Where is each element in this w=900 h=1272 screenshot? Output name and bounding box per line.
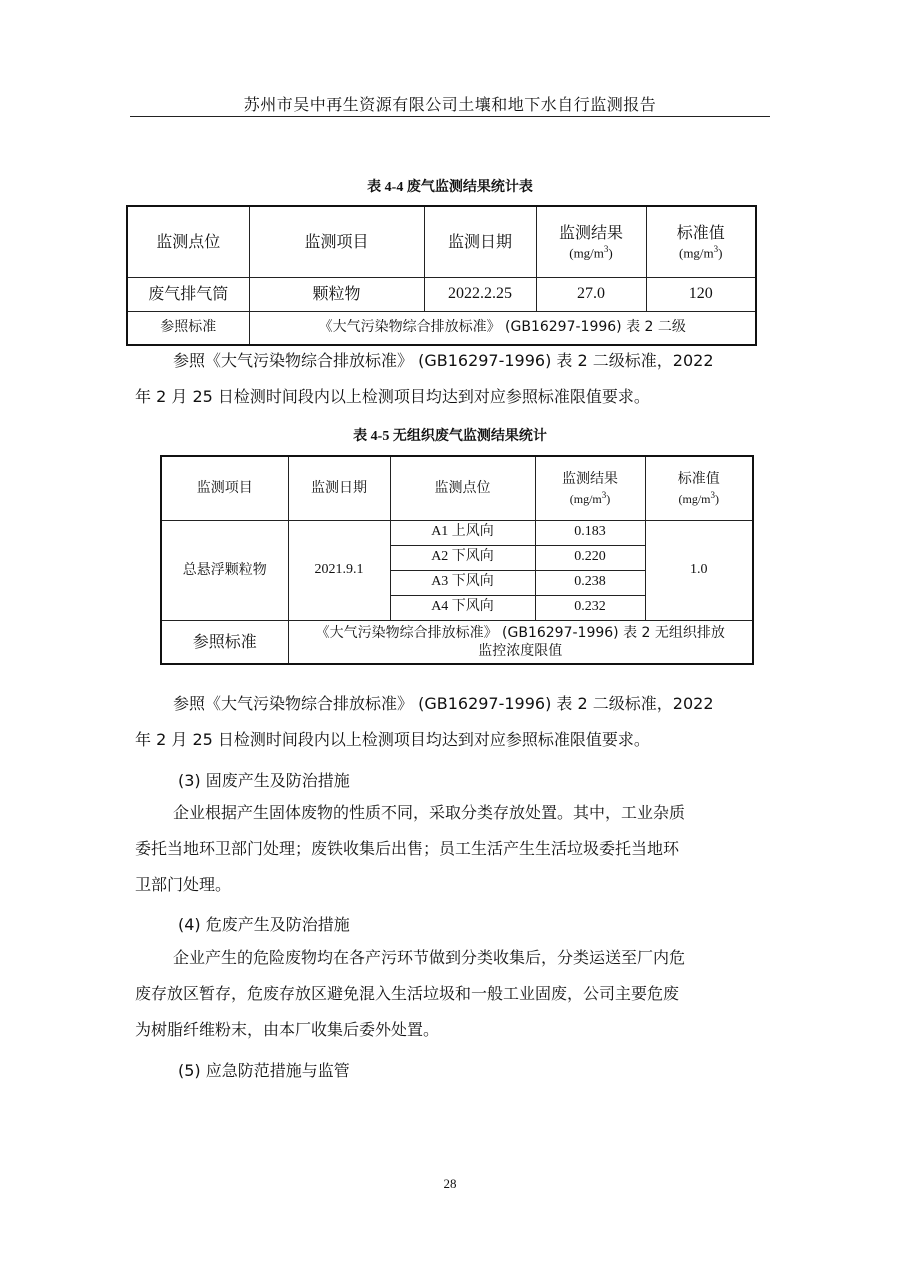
section4-body: 企业产生的危险废物均在各产污环节做到分类收集后，分类运送至厂内危 废存放区暂存，危废存放区避免混入生活垃圾和一般工业固废，公司主要危废 为树脂纤维粉末，由本厂收集后委外处置。 bbox=[135, 948, 686, 1039]
t2-ref-text bbox=[288, 620, 753, 664]
t2-cell-standard: 1.0 bbox=[645, 520, 753, 620]
paragraph-table2-conclusion: 参照《大气污染物综合排放标准》 (GB16297-1996) 表 2 二级标准，2022 年 2 月 25 日检测时间段内以上检测项目均达到对应参照标准限值要求。 bbox=[135, 694, 714, 749]
table2-caption: 表 4-5 无组织废气监测结果统计 bbox=[353, 429, 547, 444]
t1-cell-date: 2022.2.25 bbox=[424, 277, 536, 311]
t2-header-result bbox=[535, 456, 645, 520]
t1-cell-item: 颗粒物 bbox=[249, 277, 424, 311]
section4-heading: (4) 危废产生及防治措施 bbox=[178, 915, 350, 934]
t2-ref-label: 参照标准 bbox=[161, 620, 288, 664]
table-row bbox=[161, 620, 753, 664]
t1-cell-standard: 120 bbox=[646, 277, 756, 311]
t1-ref-label: 参照标准 bbox=[127, 311, 249, 345]
t2-header-date: 监测日期 bbox=[288, 456, 390, 520]
page-header-title: 苏州市吴中再生资源有限公司土壤和地下水自行监测报告 bbox=[243, 95, 657, 114]
t1-header-standard-label: 标准值 bbox=[676, 222, 725, 242]
t2-cell-point: A1 上风向 bbox=[390, 520, 535, 545]
t2-header-point: 监测点位 bbox=[390, 456, 535, 520]
t2-cell-result: 0.232 bbox=[535, 595, 645, 620]
t2-header-result-unit: $(mg/m^3)$ bbox=[569, 489, 611, 506]
header-divider bbox=[130, 116, 770, 117]
table-row bbox=[127, 311, 756, 345]
table-row bbox=[127, 277, 756, 311]
t2-header-standard-unit: $(mg/m^3)$ bbox=[678, 489, 719, 506]
t2-cell-result: 0.220 bbox=[535, 545, 645, 570]
t2-cell-date: 2021.9.1 bbox=[288, 520, 390, 620]
t2-cell-point: A4 下风向 bbox=[390, 595, 535, 620]
page-number: 28 bbox=[443, 1176, 457, 1191]
t1-header-result-label: 监测结果 bbox=[558, 222, 623, 242]
t2-ref-text-line1: 《大气污染物综合排放标准》 (GB16297-1996) 表 2 无组织排放 bbox=[315, 624, 725, 641]
t1-header-item: 监测项目 bbox=[249, 206, 424, 277]
t1-header-date: 监测日期 bbox=[424, 206, 536, 277]
section3-heading: (3) 固废产生及防治措施 bbox=[178, 771, 350, 790]
t2-header-result-label: 监测结果 bbox=[562, 470, 618, 487]
t1-header-result bbox=[536, 206, 646, 277]
t2-cell-result: 0.238 bbox=[535, 570, 645, 595]
section3-body: 企业根据产生固体废物的性质不同，采取分类存放处置。其中，工业杂质 委托当地环卫部门处理；废铁收集后出售；员工生活产生生活垃圾委托当地环 卫部门处理。 bbox=[135, 803, 686, 894]
t2-cell-result: 0.183 bbox=[535, 520, 645, 545]
t2-cell-point: A3 下风向 bbox=[390, 570, 535, 595]
paragraph-table1-conclusion: 参照《大气污染物综合排放标准》 (GB16297-1996) 表 2 二级标准，2022 年 2 月 25 日检测时间段内以上检测项目均达到对应参照标准限值要求。 bbox=[135, 351, 714, 406]
t1-header-result-unit: $(mg/m^3)$ bbox=[569, 244, 613, 261]
t1-header-standard bbox=[646, 206, 756, 277]
t1-cell-point: 废气排气筒 bbox=[127, 277, 249, 311]
table1-waste-gas-results bbox=[126, 205, 757, 346]
t2-ref-text-line2: 监控浓度限值 bbox=[478, 642, 563, 659]
t2-cell-item: 总悬浮颗粒物 bbox=[161, 520, 288, 620]
table1-caption: 表 4-4 废气监测结果统计表 bbox=[367, 180, 533, 195]
t2-cell-point: A2 下风向 bbox=[390, 545, 535, 570]
table2-fugitive-gas-results bbox=[160, 455, 754, 665]
table-row bbox=[161, 520, 753, 545]
t1-cell-result: 27.0 bbox=[536, 277, 646, 311]
t2-header-standard bbox=[645, 456, 753, 520]
section5-heading: (5) 应急防范措施与监管 bbox=[178, 1061, 350, 1080]
t1-header-point: 监测点位 bbox=[127, 206, 249, 277]
t2-header-item: 监测项目 bbox=[161, 456, 288, 520]
t1-header-standard-unit: $(mg/m^3)$ bbox=[678, 244, 723, 261]
t2-header-standard-label: 标准值 bbox=[677, 470, 720, 487]
t1-ref-text: 《大气污染物综合排放标准》 (GB16297-1996) 表 2 二级 bbox=[249, 311, 756, 345]
